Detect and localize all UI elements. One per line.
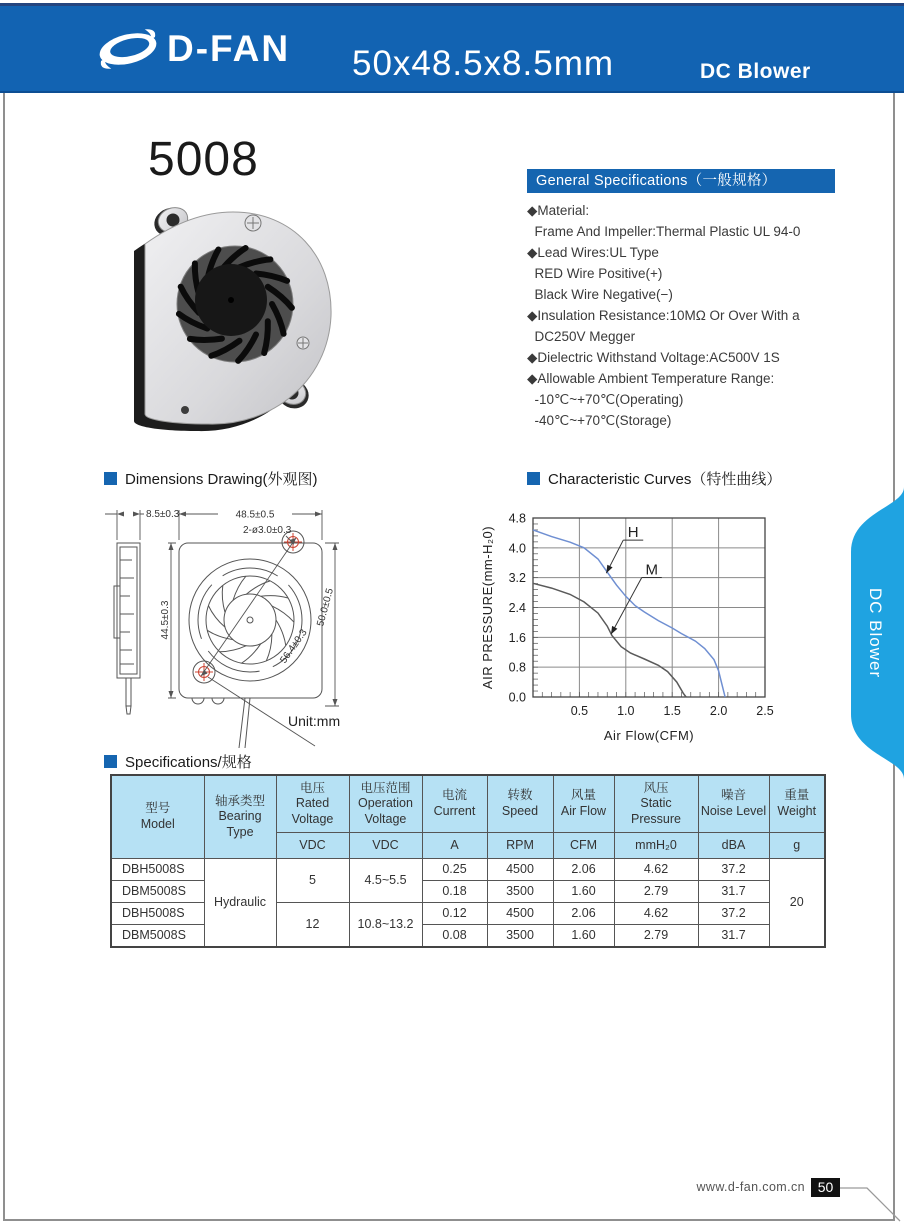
- cell-pressure: 4.62: [614, 859, 698, 881]
- fan-screw-bottom-icon: [181, 406, 189, 414]
- cell-operation-voltage: 4.5~5.5: [349, 859, 422, 903]
- spec-list-item: -10℃~+70℃(Operating): [527, 392, 684, 407]
- specifications-title-text: Specifications/规格: [125, 754, 252, 771]
- svg-text:2.5: 2.5: [756, 704, 774, 718]
- cell-model: DBH5008S: [111, 903, 204, 925]
- brand-logo: [93, 24, 290, 74]
- page-number-badge: 50: [811, 1178, 840, 1197]
- dim-width-label: 48.5±0.5: [235, 509, 275, 521]
- svg-text:4.0: 4.0: [508, 541, 526, 556]
- spec-list-item: Black Wire Negative(−): [527, 287, 673, 302]
- dim-holes-label: 2-ø3.0±0.3: [243, 525, 292, 536]
- col-unit: VDC: [349, 833, 422, 859]
- cell-current: 0.12: [422, 903, 487, 925]
- svg-text:4.8: 4.8: [508, 511, 526, 526]
- section-bullet-icon: [104, 472, 117, 485]
- model-number-title: 5008: [148, 133, 259, 186]
- fan-screw-top-icon: [245, 215, 261, 231]
- spec-list-item: DC250V Megger: [527, 329, 636, 344]
- col-header: 重量 Weight: [769, 775, 825, 833]
- cell-speed: 4500: [487, 903, 553, 925]
- svg-text:0.5: 0.5: [570, 704, 589, 718]
- x-axis-label: Air Flow(CFM): [603, 728, 695, 743]
- cell-operation-voltage: 10.8~13.2: [349, 903, 422, 948]
- cell-airflow: 1.60: [553, 925, 614, 948]
- svg-text:1.6: 1.6: [508, 630, 526, 645]
- cell-current: 0.25: [422, 859, 487, 881]
- curve-H: [533, 530, 725, 697]
- svg-text:1.0: 1.0: [617, 704, 635, 718]
- col-header: 电流 Current: [422, 775, 487, 833]
- dimensions-drawing: [100, 496, 500, 754]
- cell-weight: 20: [769, 859, 825, 948]
- cell-rated-voltage: 12: [276, 903, 349, 948]
- footer-corner-line: [840, 1177, 902, 1222]
- website-text: www.d-fan.com.cn: [696, 1180, 805, 1194]
- cell-current: 0.08: [422, 925, 487, 948]
- cell-noise: 37.2: [698, 903, 769, 925]
- product-size-title: 50x48.5x8.5mm: [352, 44, 615, 83]
- fan-screw-right-icon: [297, 337, 309, 349]
- front-view-outline: [179, 543, 322, 698]
- category-side-tab: [851, 487, 904, 779]
- spec-list-item: ◆Allowable Ambient Temperature Range:: [527, 371, 775, 386]
- page-border-bottom: [3, 1219, 895, 1221]
- spec-list-item: ◆Material:: [527, 203, 590, 218]
- col-unit: CFM: [553, 833, 614, 859]
- curve-label-M: M: [645, 561, 659, 579]
- characteristic-curves-chart: [478, 498, 813, 748]
- cell-speed: 4500: [487, 859, 553, 881]
- cell-model: DBM5008S: [111, 925, 204, 948]
- product-photo: [113, 196, 343, 436]
- spec-list-item: Frame And Impeller:Thermal Plastic UL 94-0: [527, 224, 801, 239]
- svg-text:2.4: 2.4: [508, 601, 526, 615]
- cell-speed: 3500: [487, 881, 553, 903]
- cell-rated-voltage: 5: [276, 859, 349, 903]
- dim-50-label: 50.0±0.5: [315, 587, 336, 628]
- col-unit: mmH₂0: [614, 833, 698, 859]
- header-banner: [0, 3, 904, 93]
- col-unit: RPM: [487, 833, 553, 859]
- product-category: DC Blower: [700, 60, 811, 83]
- col-header: 风量 Air Flow: [553, 775, 614, 833]
- col-unit: g: [769, 833, 825, 859]
- dimensions-section-title: [104, 468, 318, 489]
- cell-airflow: 2.06: [553, 859, 614, 881]
- spec-list-item: ◆Lead Wires:UL Type: [527, 245, 659, 260]
- curves-title-text: Characteristic Curves（特性曲线）: [548, 471, 782, 488]
- cell-speed: 3500: [487, 925, 553, 948]
- cell-noise: 37.2: [698, 859, 769, 881]
- curve-label-H: H: [627, 524, 639, 542]
- cell-noise: 31.7: [698, 925, 769, 948]
- cell-model: DBM5008S: [111, 881, 204, 903]
- general-specifications-list: [527, 200, 835, 431]
- dim-depth-label: 8.5±0.3: [146, 509, 180, 520]
- svg-text:0.8: 0.8: [508, 660, 526, 675]
- unit-label: Unit:mm: [288, 713, 341, 729]
- specifications-table: [110, 774, 826, 948]
- fan-hub-center: [228, 297, 234, 303]
- svg-text:2.0: 2.0: [709, 704, 728, 718]
- cell-pressure: 4.62: [614, 903, 698, 925]
- spec-list-item: RED Wire Positive(+): [527, 266, 663, 281]
- spec-list-item: -40℃~+70℃(Storage): [527, 413, 672, 428]
- cell-bearing: Hydraulic: [204, 859, 276, 948]
- side-tab-label: DC Blower: [866, 587, 885, 679]
- table-row: [111, 859, 825, 881]
- spec-list-item: ◆Dielectric Withstand Voltage:AC500V 1S: [527, 350, 780, 365]
- col-header: 风压 Static Pressure: [614, 775, 698, 833]
- cell-airflow: 2.06: [553, 903, 614, 925]
- dim-56-label: 56.4±0.3: [278, 627, 310, 666]
- fan-swoosh-logo-icon: [93, 24, 163, 74]
- col-unit: VDC: [276, 833, 349, 859]
- dim-height-label: 44.5±0.3: [160, 600, 171, 640]
- cell-pressure: 2.79: [614, 881, 698, 903]
- cell-pressure: 2.79: [614, 925, 698, 948]
- spec-list-item: ◆Insulation Resistance:10MΩ Or Over With a: [527, 308, 800, 323]
- curves-section-title: [527, 468, 781, 489]
- cell-current: 0.18: [422, 881, 487, 903]
- col-unit: dBA: [698, 833, 769, 859]
- page-border-left: [3, 93, 5, 1221]
- col-unit: A: [422, 833, 487, 859]
- svg-text:3.2: 3.2: [508, 571, 526, 586]
- y-axis-label: AIR PRESSURE(mm-H₂0): [480, 525, 495, 690]
- svg-text:1.5: 1.5: [663, 704, 681, 718]
- cell-airflow: 1.60: [553, 881, 614, 903]
- cell-model: DBH5008S: [111, 859, 204, 881]
- svg-text:0.0: 0.0: [508, 690, 526, 705]
- brand-name: D-FAN: [167, 28, 291, 69]
- col-header: 电压 Rated Voltage: [276, 775, 349, 833]
- col-header: 电压范围 Operation Voltage: [349, 775, 422, 833]
- section-bullet-icon: [527, 472, 540, 485]
- general-specifications-section: [527, 169, 835, 431]
- col-header: 转数 Speed: [487, 775, 553, 833]
- cell-noise: 31.7: [698, 881, 769, 903]
- col-header: 轴承类型 Bearing Type: [204, 775, 276, 859]
- spec-table-body: [111, 859, 825, 948]
- dimensions-title-text: Dimensions Drawing(外观图): [125, 471, 318, 488]
- col-header: 型号 Model: [111, 775, 204, 859]
- general-specifications-header: General Specifications（一般规格）: [527, 169, 835, 193]
- col-header: 噪音 Noise Level: [698, 775, 769, 833]
- curve-M: [533, 583, 686, 697]
- specifications-section-title: [104, 751, 252, 772]
- section-bullet-icon: [104, 755, 117, 768]
